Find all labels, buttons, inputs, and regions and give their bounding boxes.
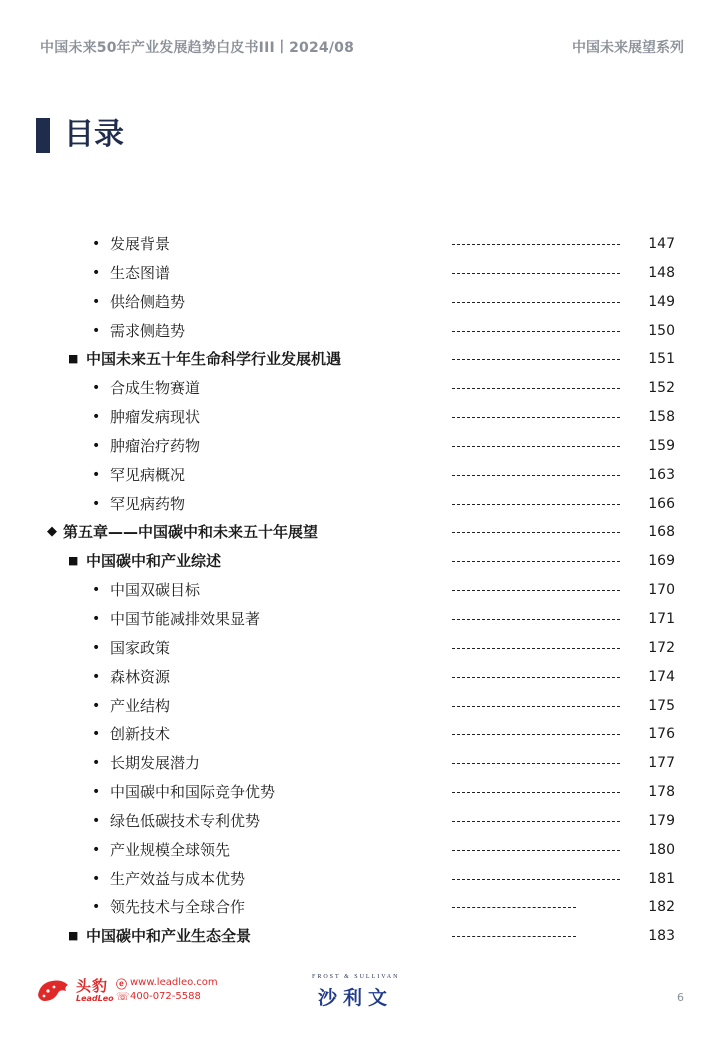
- dot-bullet-icon: •: [92, 409, 101, 426]
- toc-dot-leader: [452, 388, 620, 389]
- toc-page-number: 182: [648, 899, 675, 916]
- toc-entry-label: 生态图谱: [110, 263, 171, 282]
- toc-dot-leader: [452, 792, 620, 793]
- toc-entry[interactable]: [0, 259, 720, 288]
- toc-page-number: 176: [648, 726, 675, 743]
- page-title: 目录: [64, 117, 124, 152]
- toc-entry-label: 中国碳中和产业生态全景: [86, 927, 252, 946]
- toc-dot-leader: [452, 273, 620, 274]
- toc-entry[interactable]: [0, 403, 720, 432]
- dot-bullet-icon: •: [92, 697, 101, 714]
- toc-page-number: 168: [648, 524, 675, 541]
- toc-entry[interactable]: [0, 518, 720, 547]
- toc-entry-label: 中国双碳目标: [110, 581, 201, 600]
- globe-icon: ⓔ: [116, 978, 127, 991]
- toc-page-number: 180: [648, 841, 675, 858]
- dot-bullet-icon: •: [92, 293, 101, 310]
- title-accent-bar: [36, 118, 50, 153]
- dot-bullet-icon: •: [92, 380, 101, 397]
- toc-entry-label: 肿瘤治疗药物: [110, 436, 201, 455]
- dot-bullet-icon: •: [92, 236, 101, 252]
- toc-page-number: 147: [648, 236, 675, 252]
- toc-page-number: 172: [648, 639, 675, 656]
- toc-dot-leader: [452, 907, 576, 908]
- toc-entry[interactable]: [0, 692, 720, 721]
- toc-entry-label: 发展背景: [110, 235, 171, 253]
- dot-bullet-icon: •: [92, 726, 101, 743]
- toc-entry[interactable]: [0, 345, 720, 374]
- toc-dot-leader: [452, 677, 620, 678]
- toc-entry[interactable]: [0, 865, 720, 894]
- toc-page-number: 151: [648, 351, 675, 368]
- toc-entry-label: 合成生物赛道: [110, 379, 201, 398]
- dot-bullet-icon: •: [92, 755, 101, 772]
- dot-bullet-icon: •: [92, 668, 101, 685]
- toc-page-number: 149: [648, 293, 675, 310]
- square-bullet-icon: ■: [68, 554, 79, 568]
- toc-entry-label: 需求侧趋势: [110, 321, 186, 340]
- toc-dot-leader: [452, 532, 620, 533]
- toc-entry-label: 肿瘤发病现状: [110, 408, 201, 427]
- toc-entry[interactable]: [0, 288, 720, 317]
- toc-entry-label: 中国碳中和产业综述: [86, 552, 222, 571]
- toc-dot-leader: [452, 504, 620, 505]
- toc-entry[interactable]: [0, 547, 720, 576]
- toc-entry-label: 罕见病概况: [110, 465, 186, 484]
- toc-page-number: 178: [648, 784, 675, 801]
- dot-bullet-icon: •: [92, 495, 101, 512]
- toc-page-number: 159: [648, 437, 675, 454]
- toc-dot-leader: [452, 244, 620, 245]
- phone-number: 400-072-5588: [130, 991, 201, 1002]
- toc-page-number: 150: [648, 322, 675, 339]
- dot-bullet-icon: •: [92, 639, 101, 656]
- toc-entry[interactable]: [0, 778, 720, 807]
- dot-bullet-icon: •: [92, 437, 101, 454]
- dot-bullet-icon: •: [92, 322, 101, 339]
- toc-dot-leader: [452, 648, 620, 649]
- header-series-title: 中国未来展望系列: [572, 40, 684, 56]
- partner-chinese-name: 沙利文: [318, 987, 394, 1009]
- toc-page-number: 166: [648, 495, 675, 512]
- toc-dot-leader: [452, 475, 620, 476]
- brand-sub: LeadLeo: [76, 994, 114, 1003]
- brand-name: 头豹: [76, 977, 109, 995]
- toc-entry[interactable]: [0, 605, 720, 634]
- square-bullet-icon: ■: [68, 352, 79, 366]
- toc-entry[interactable]: [0, 230, 720, 259]
- dot-bullet-icon: •: [92, 899, 101, 916]
- toc-page-number: 183: [648, 928, 675, 945]
- dot-bullet-icon: •: [92, 841, 101, 858]
- toc-entry-label: 供给侧趋势: [110, 292, 186, 311]
- leadleo-logo: [36, 975, 226, 1009]
- toc-dot-leader: [452, 821, 620, 822]
- toc-page-number: 181: [648, 870, 675, 887]
- toc-page-number: 170: [648, 582, 675, 599]
- dot-bullet-icon: •: [92, 870, 101, 887]
- toc-entry-label: 中国碳中和国际竞争优势: [110, 783, 276, 802]
- toc-entry-label: 绿色低碳技术专利优势: [110, 811, 261, 830]
- header-document-title: 中国未来50年产业发展趋势白皮书III丨2024/08: [40, 40, 355, 56]
- toc-page-number: 171: [648, 610, 675, 627]
- toc-dot-leader: [452, 619, 620, 620]
- toc-entry[interactable]: [0, 432, 720, 461]
- toc-dot-leader: [452, 331, 620, 332]
- toc-entry[interactable]: [0, 749, 720, 778]
- toc-dot-leader: [452, 561, 620, 562]
- dot-bullet-icon: •: [92, 582, 101, 599]
- toc-dot-leader: [452, 850, 620, 851]
- toc-entry-label: 中国节能减排效果显著: [110, 609, 261, 628]
- toc-dot-leader: [452, 734, 620, 735]
- partner-english-name: FROST & SULLIVAN: [312, 974, 400, 980]
- toc-dot-leader: [452, 706, 620, 707]
- diamond-bullet-icon: ◆: [47, 524, 57, 540]
- toc-entry-label: 罕见病药物: [110, 494, 186, 513]
- toc-dot-leader: [452, 359, 620, 360]
- toc-dot-leader: [452, 590, 620, 591]
- toc-page-number: 175: [648, 697, 675, 714]
- toc-page-number: 163: [648, 466, 675, 483]
- toc-page-number: 177: [648, 755, 675, 772]
- toc-entry[interactable]: [0, 374, 720, 403]
- toc-dot-leader: [452, 936, 576, 937]
- toc-entry-label: 产业规模全球领先: [110, 840, 231, 859]
- toc-dot-leader: [452, 417, 620, 418]
- toc-entry-label: 长期发展潜力: [110, 754, 201, 773]
- toc-entry-label: 产业结构: [110, 696, 171, 715]
- toc-entry[interactable]: [0, 490, 720, 519]
- toc-entry-label: 创新技术: [110, 725, 171, 744]
- toc-entry-label: 中国未来五十年生命科学行业发展机遇: [86, 350, 342, 369]
- toc-page-number: 148: [648, 264, 675, 281]
- toc-page-number: 169: [648, 553, 675, 570]
- toc-entry[interactable]: [0, 576, 720, 605]
- toc-entry[interactable]: [0, 807, 720, 836]
- toc-entry-label: 生产效益与成本优势: [110, 869, 246, 888]
- toc-entry[interactable]: [0, 922, 720, 951]
- leopard-logo-icon: [36, 975, 70, 1005]
- website-link[interactable]: www.leadleo.com: [130, 977, 218, 988]
- toc-entry[interactable]: [0, 720, 720, 749]
- toc-dot-leader: [452, 879, 620, 880]
- toc-dot-leader: [452, 446, 620, 447]
- toc-dot-leader: [452, 302, 620, 303]
- toc-page-number: 179: [648, 812, 675, 829]
- toc-dot-leader: [452, 763, 620, 764]
- dot-bullet-icon: •: [92, 812, 101, 829]
- toc-entry[interactable]: [0, 893, 720, 922]
- toc-entry-label: 国家政策: [110, 638, 171, 657]
- toc-page-number: 152: [648, 380, 675, 397]
- phone-icon: ☏: [116, 990, 130, 1003]
- page-number: 6: [677, 991, 684, 1004]
- frost-sullivan-logo: [308, 974, 418, 1008]
- toc-entry-label: 第五章——中国碳中和未来五十年展望: [63, 523, 319, 542]
- toc-entry[interactable]: [0, 663, 720, 692]
- toc-entry[interactable]: [0, 461, 720, 490]
- square-bullet-icon: ■: [68, 929, 79, 943]
- toc-page-number: 158: [648, 409, 675, 426]
- dot-bullet-icon: •: [92, 610, 101, 627]
- toc-entry[interactable]: [0, 317, 720, 346]
- toc-entry[interactable]: [0, 634, 720, 663]
- toc-page-number: 174: [648, 668, 675, 685]
- toc-entry-label: 领先技术与全球合作: [110, 898, 246, 917]
- toc-entry[interactable]: [0, 836, 720, 865]
- dot-bullet-icon: •: [92, 784, 101, 801]
- table-of-contents: [0, 230, 720, 951]
- dot-bullet-icon: •: [92, 466, 101, 483]
- dot-bullet-icon: •: [92, 264, 101, 281]
- toc-entry-label: 森林资源: [110, 667, 171, 686]
